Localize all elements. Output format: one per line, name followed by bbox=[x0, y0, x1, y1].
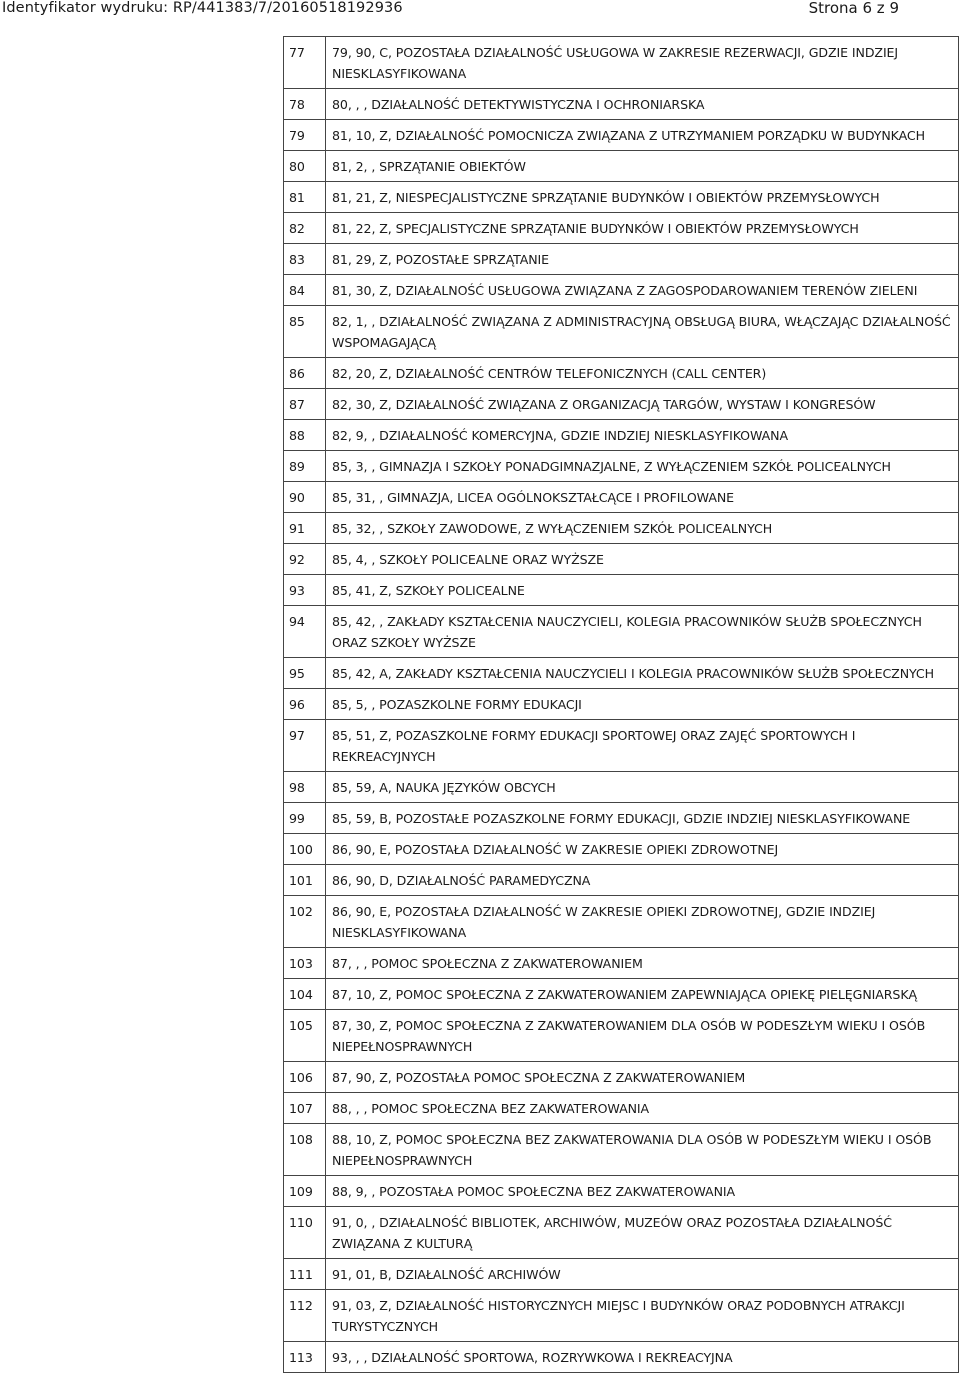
row-number: 89 bbox=[284, 451, 326, 482]
activity-description: 87, 30, Z, POMOC SPOŁECZNA Z ZAKWATEROWANIEM DLA OSÓB W PODESZŁYM WIEKU I OSÓB NIEPEŁNOSPRAWNYCH bbox=[326, 1010, 959, 1062]
row-number: 90 bbox=[284, 482, 326, 513]
row-number: 106 bbox=[284, 1062, 326, 1093]
table-row bbox=[284, 865, 959, 896]
row-number: 94 bbox=[284, 606, 326, 658]
row-number: 107 bbox=[284, 1093, 326, 1124]
table-row bbox=[284, 1342, 959, 1373]
activity-description: 87, 10, Z, POMOC SPOŁECZNA Z ZAKWATEROWANIEM ZAPEWNIAJĄCA OPIEKĘ PIELĘGNIARSKĄ bbox=[326, 979, 959, 1010]
table-row bbox=[284, 1207, 959, 1259]
table-row bbox=[284, 89, 959, 120]
row-number: 109 bbox=[284, 1176, 326, 1207]
activity-description: 82, 1, , DZIAŁALNOŚĆ ZWIĄZANA Z ADMINISTRACYJNĄ OBSŁUGĄ BIURA, WŁĄCZAJĄC DZIAŁALNOŚĆ WSPOMAGAJĄCĄ bbox=[326, 306, 959, 358]
activity-description: 91, 03, Z, DZIAŁALNOŚĆ HISTORYCZNYCH MIEJSC I BUDYNKÓW ORAZ PODOBNYCH ATRAKCJI TURYSTYCZNYCH bbox=[326, 1290, 959, 1342]
activity-description: 85, 51, Z, POZASZKOLNE FORMY EDUKACJI SPORTOWEJ ORAZ ZAJĘĆ SPORTOWYCH I REKREACYJNYCH bbox=[326, 720, 959, 772]
table-row bbox=[284, 244, 959, 275]
activity-description: 85, 41, Z, SZKOŁY POLICEALNE bbox=[326, 575, 959, 606]
table-row bbox=[284, 420, 959, 451]
page-number: Strona 6 z 9 bbox=[808, 0, 899, 17]
table-row bbox=[284, 1010, 959, 1062]
activity-description: 88, 10, Z, POMOC SPOŁECZNA BEZ ZAKWATEROWANIA DLA OSÓB W PODESZŁYM WIEKU I OSÓB NIEPEŁNOSPRAWNYCH bbox=[326, 1124, 959, 1176]
table-row bbox=[284, 772, 959, 803]
row-number: 78 bbox=[284, 89, 326, 120]
page-header bbox=[0, 0, 960, 18]
activity-description: 81, 21, Z, NIESPECJALISTYCZNE SPRZĄTANIE BUDYNKÓW I OBIEKTÓW PRZEMYSŁOWYCH bbox=[326, 182, 959, 213]
row-number: 103 bbox=[284, 948, 326, 979]
row-number: 105 bbox=[284, 1010, 326, 1062]
activity-description: 85, 3, , GIMNAZJA I SZKOŁY PONADGIMNAZJALNE, Z WYŁĄCZENIEM SZKÓŁ POLICEALNYCH bbox=[326, 451, 959, 482]
row-number: 79 bbox=[284, 120, 326, 151]
activity-description: 85, 32, , SZKOŁY ZAWODOWE, Z WYŁĄCZENIEM SZKÓŁ POLICEALNYCH bbox=[326, 513, 959, 544]
row-number: 86 bbox=[284, 358, 326, 389]
activity-description: 85, 59, B, POZOSTAŁE POZASZKOLNE FORMY EDUKACJI, GDZIE INDZIEJ NIESKLASYFIKOWANE bbox=[326, 803, 959, 834]
activity-description: 88, , , POMOC SPOŁECZNA BEZ ZAKWATEROWANIA bbox=[326, 1093, 959, 1124]
row-number: 110 bbox=[284, 1207, 326, 1259]
row-number: 77 bbox=[284, 37, 326, 89]
row-number: 95 bbox=[284, 658, 326, 689]
activity-description: 85, 42, A, ZAKŁADY KSZTAŁCENIA NAUCZYCIELI I KOLEGIA PRACOWNIKÓW SŁUŻB SPOŁECZNYCH bbox=[326, 658, 959, 689]
pkd-activity-table bbox=[283, 36, 959, 1373]
table-row bbox=[284, 1124, 959, 1176]
activity-description: 91, 01, B, DZIAŁALNOŚĆ ARCHIWÓW bbox=[326, 1259, 959, 1290]
row-number: 102 bbox=[284, 896, 326, 948]
activity-description: 82, 9, , DZIAŁALNOŚĆ KOMERCYJNA, GDZIE INDZIEJ NIESKLASYFIKOWANA bbox=[326, 420, 959, 451]
table-row bbox=[284, 389, 959, 420]
activity-description: 82, 20, Z, DZIAŁALNOŚĆ CENTRÓW TELEFONICZNYCH (CALL CENTER) bbox=[326, 358, 959, 389]
activity-description: 87, , , POMOC SPOŁECZNA Z ZAKWATEROWANIEM bbox=[326, 948, 959, 979]
row-number: 96 bbox=[284, 689, 326, 720]
row-number: 88 bbox=[284, 420, 326, 451]
table-row bbox=[284, 544, 959, 575]
table-row bbox=[284, 606, 959, 658]
table-row bbox=[284, 834, 959, 865]
table-row bbox=[284, 720, 959, 772]
table-row bbox=[284, 689, 959, 720]
table-row bbox=[284, 1290, 959, 1342]
table-row bbox=[284, 451, 959, 482]
row-number: 97 bbox=[284, 720, 326, 772]
activity-description: 88, 9, , POZOSTAŁA POMOC SPOŁECZNA BEZ ZAKWATEROWANIA bbox=[326, 1176, 959, 1207]
activity-description: 81, 29, Z, POZOSTAŁE SPRZĄTANIE bbox=[326, 244, 959, 275]
table-row bbox=[284, 120, 959, 151]
row-number: 113 bbox=[284, 1342, 326, 1373]
activity-description: 86, 90, D, DZIAŁALNOŚĆ PARAMEDYCZNA bbox=[326, 865, 959, 896]
row-number: 111 bbox=[284, 1259, 326, 1290]
row-number: 80 bbox=[284, 151, 326, 182]
row-number: 104 bbox=[284, 979, 326, 1010]
table-row bbox=[284, 306, 959, 358]
print-identifier: Identyfikator wydruku: RP/441383/7/20160518192936 bbox=[2, 0, 403, 16]
activity-description: 81, 2, , SPRZĄTANIE OBIEKTÓW bbox=[326, 151, 959, 182]
row-number: 108 bbox=[284, 1124, 326, 1176]
row-number: 112 bbox=[284, 1290, 326, 1342]
row-number: 84 bbox=[284, 275, 326, 306]
activity-description: 80, , , DZIAŁALNOŚĆ DETEKTYWISTYCZNA I OCHRONIARSKA bbox=[326, 89, 959, 120]
table-row bbox=[284, 1176, 959, 1207]
activity-description: 91, 0, , DZIAŁALNOŚĆ BIBLIOTEK, ARCHIWÓW, MUZEÓW ORAZ POZOSTAŁA DZIAŁALNOŚĆ ZWIĄZANA Z KULTURĄ bbox=[326, 1207, 959, 1259]
table-row bbox=[284, 358, 959, 389]
row-number: 99 bbox=[284, 803, 326, 834]
table-row bbox=[284, 37, 959, 89]
activity-description: 85, 42, , ZAKŁADY KSZTAŁCENIA NAUCZYCIELI, KOLEGIA PRACOWNIKÓW SŁUŻB SPOŁECZNYCH ORAZ SZKOŁY WYŻSZE bbox=[326, 606, 959, 658]
row-number: 93 bbox=[284, 575, 326, 606]
row-number: 83 bbox=[284, 244, 326, 275]
row-number: 82 bbox=[284, 213, 326, 244]
row-number: 87 bbox=[284, 389, 326, 420]
table-row bbox=[284, 513, 959, 544]
row-number: 81 bbox=[284, 182, 326, 213]
activity-description: 85, 5, , POZASZKOLNE FORMY EDUKACJI bbox=[326, 689, 959, 720]
table-row bbox=[284, 1259, 959, 1290]
activity-description: 86, 90, E, POZOSTAŁA DZIAŁALNOŚĆ W ZAKRESIE OPIEKI ZDROWOTNEJ, GDZIE INDZIEJ NIESKLASYFIKOWANA bbox=[326, 896, 959, 948]
row-number: 92 bbox=[284, 544, 326, 575]
row-number: 101 bbox=[284, 865, 326, 896]
row-number: 98 bbox=[284, 772, 326, 803]
table-row bbox=[284, 213, 959, 244]
activity-description: 82, 30, Z, DZIAŁALNOŚĆ ZWIĄZANA Z ORGANIZACJĄ TARGÓW, WYSTAW I KONGRESÓW bbox=[326, 389, 959, 420]
row-number: 100 bbox=[284, 834, 326, 865]
row-number: 85 bbox=[284, 306, 326, 358]
activity-description: 81, 30, Z, DZIAŁALNOŚĆ USŁUGOWA ZWIĄZANA Z ZAGOSPODAROWANIEM TERENÓW ZIELENI bbox=[326, 275, 959, 306]
activity-description: 85, 31, , GIMNAZJA, LICEA OGÓLNOKSZTAŁCĄCE I PROFILOWANE bbox=[326, 482, 959, 513]
table-row bbox=[284, 658, 959, 689]
table-row bbox=[284, 1062, 959, 1093]
table-row bbox=[284, 182, 959, 213]
table-row bbox=[284, 979, 959, 1010]
table-row bbox=[284, 482, 959, 513]
activity-description: 81, 22, Z, SPECJALISTYCZNE SPRZĄTANIE BUDYNKÓW I OBIEKTÓW PRZEMYSŁOWYCH bbox=[326, 213, 959, 244]
activity-description: 79, 90, C, POZOSTAŁA DZIAŁALNOŚĆ USŁUGOWA W ZAKRESIE REZERWACJI, GDZIE INDZIEJ NIESKLASYFIKOWANA bbox=[326, 37, 959, 89]
activity-description: 87, 90, Z, POZOSTAŁA POMOC SPOŁECZNA Z ZAKWATEROWANIEM bbox=[326, 1062, 959, 1093]
activity-description: 93, , , DZIAŁALNOŚĆ SPORTOWA, ROZRYWKOWA I REKREACYJNA bbox=[326, 1342, 959, 1373]
table-body bbox=[284, 37, 959, 1373]
table-row bbox=[284, 896, 959, 948]
table-row bbox=[284, 1093, 959, 1124]
table-row bbox=[284, 948, 959, 979]
activity-description: 85, 59, A, NAUKA JĘZYKÓW OBCYCH bbox=[326, 772, 959, 803]
table-row bbox=[284, 151, 959, 182]
activity-description: 85, 4, , SZKOŁY POLICEALNE ORAZ WYŻSZE bbox=[326, 544, 959, 575]
activity-description: 81, 10, Z, DZIAŁALNOŚĆ POMOCNICZA ZWIĄZANA Z UTRZYMANIEM PORZĄDKU W BUDYNKACH bbox=[326, 120, 959, 151]
table-row bbox=[284, 803, 959, 834]
table-row bbox=[284, 275, 959, 306]
table-row bbox=[284, 575, 959, 606]
row-number: 91 bbox=[284, 513, 326, 544]
activity-description: 86, 90, E, POZOSTAŁA DZIAŁALNOŚĆ W ZAKRESIE OPIEKI ZDROWOTNEJ bbox=[326, 834, 959, 865]
